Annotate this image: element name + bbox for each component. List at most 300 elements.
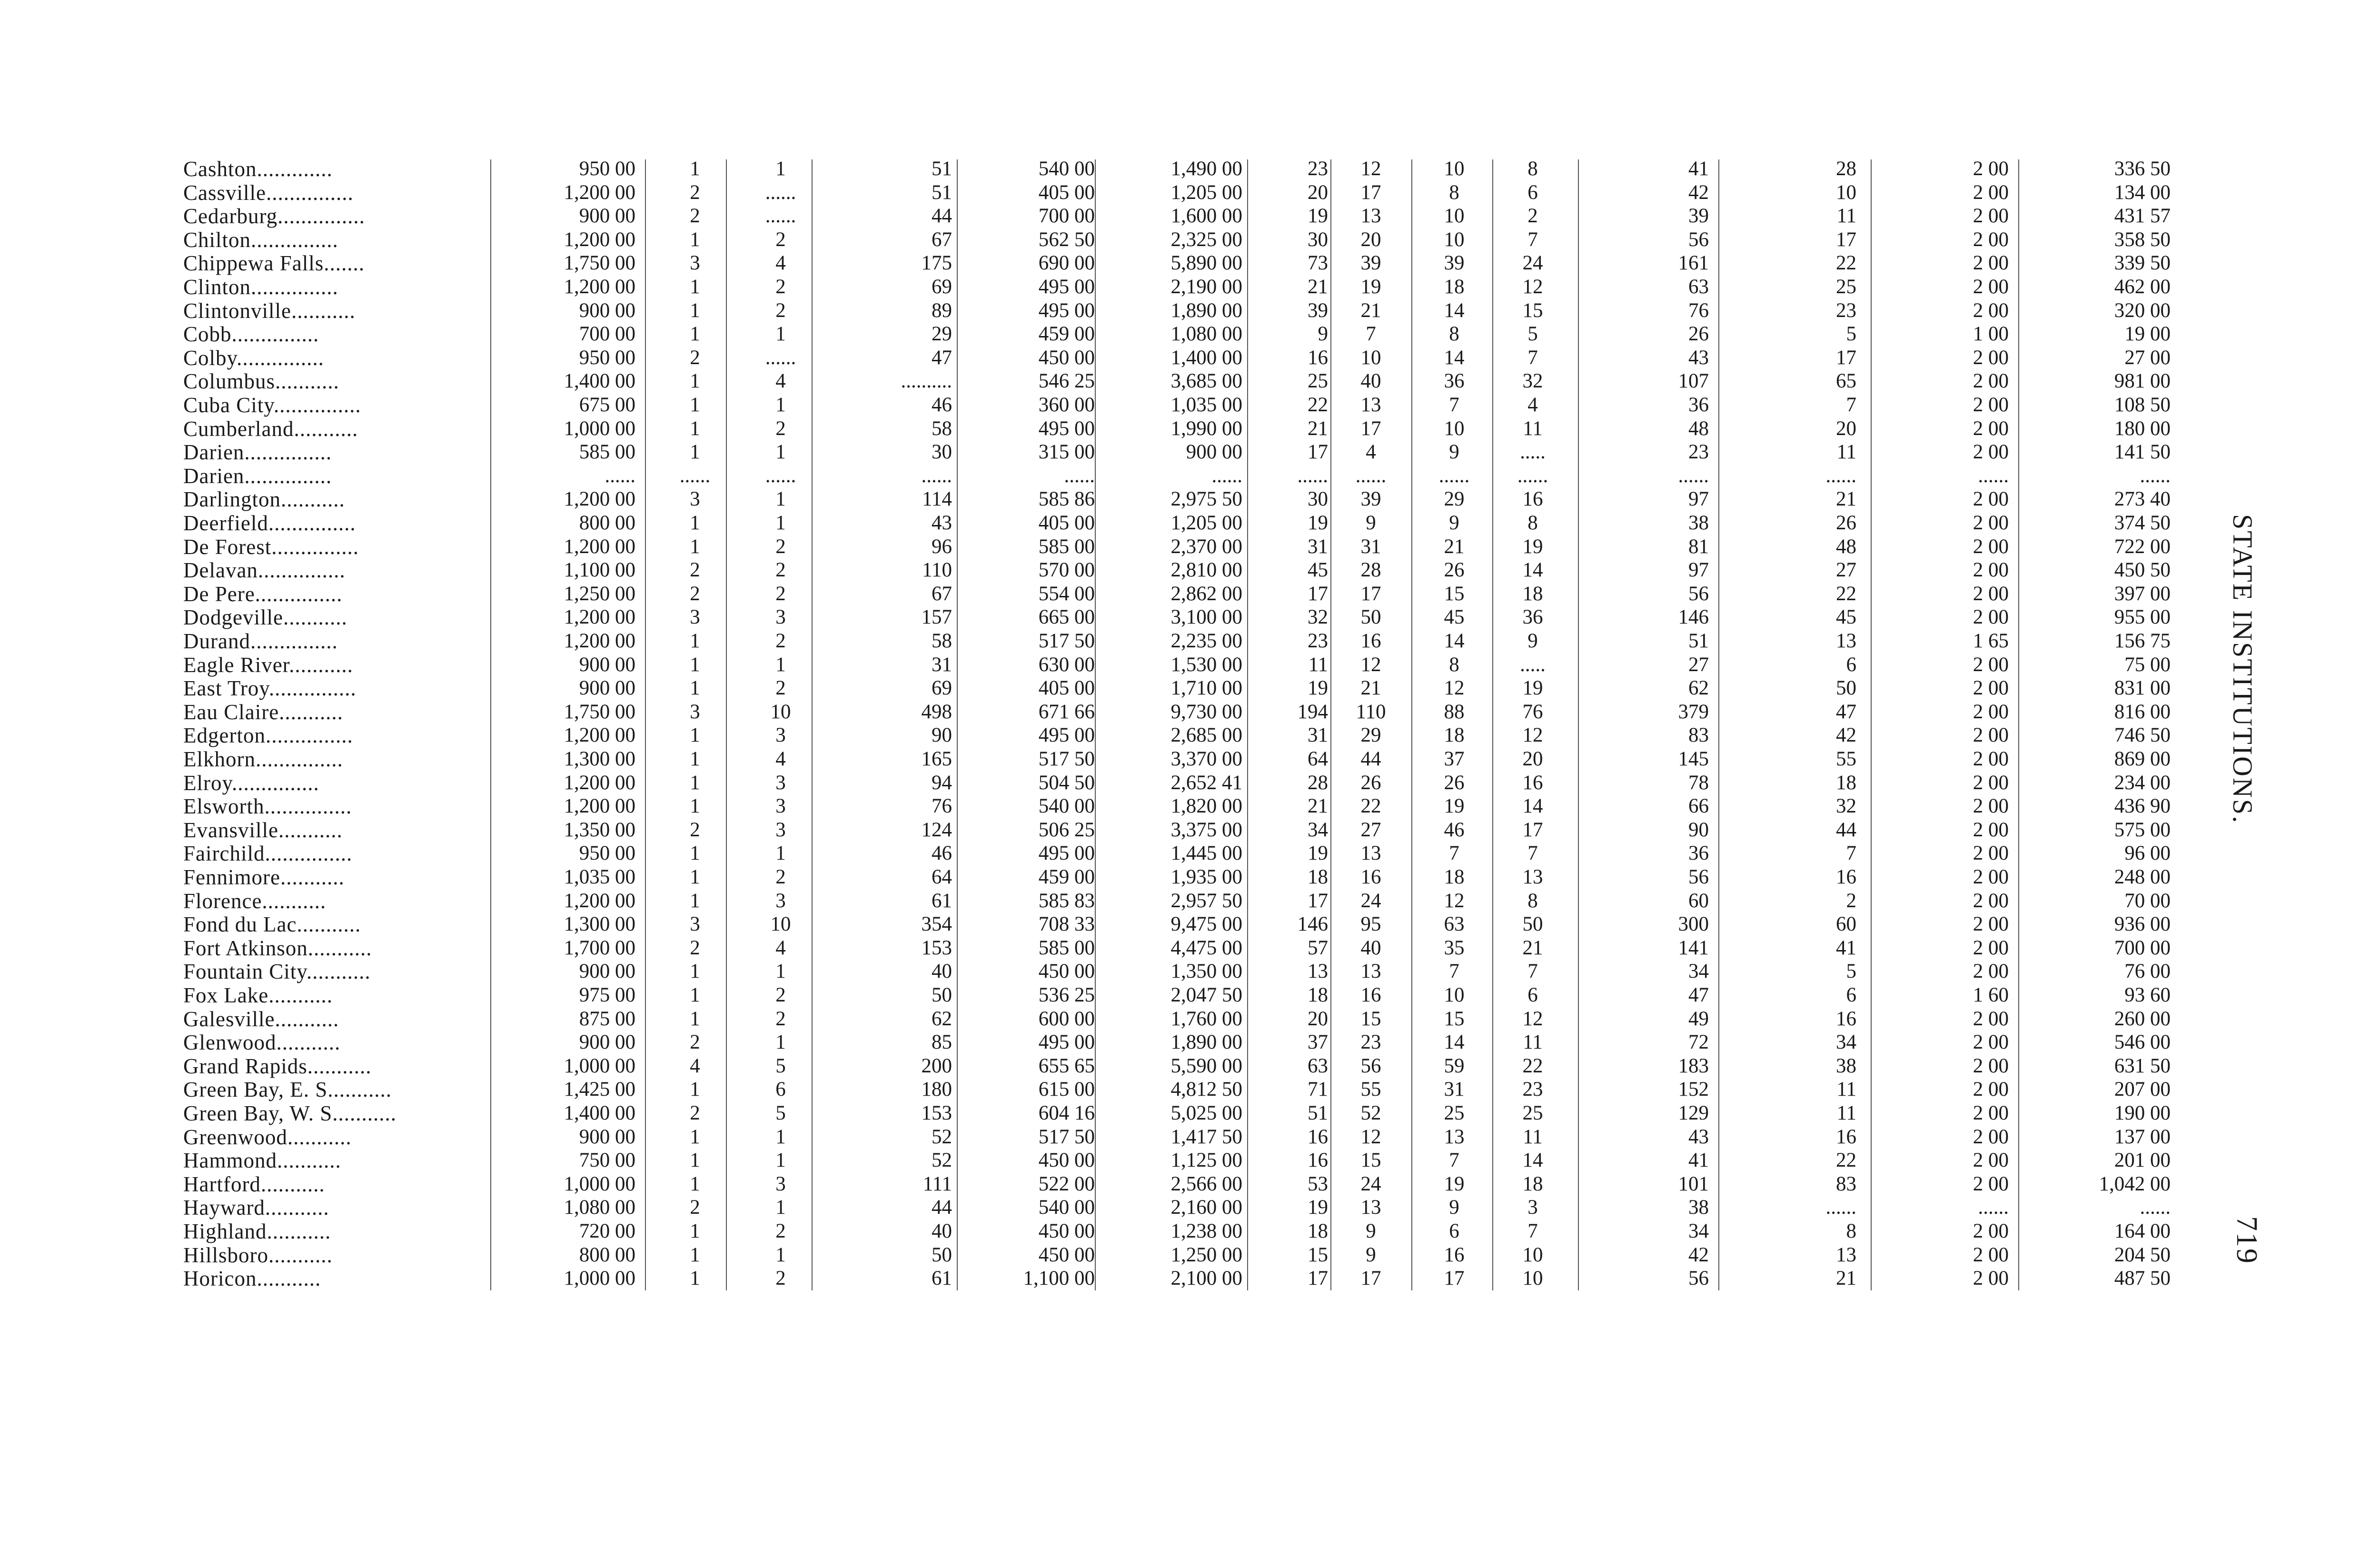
cell: 750 00 <box>579 1149 635 1172</box>
cell: 2,566 00 <box>1170 1172 1242 1195</box>
cell: 9,475 00 <box>1170 913 1242 936</box>
cell: 12 <box>1360 1125 1381 1148</box>
town-name: Cashton............. <box>183 157 333 181</box>
cell: 1 <box>690 984 700 1006</box>
cell: 1 <box>775 842 786 865</box>
cell: 30 <box>1308 488 1328 511</box>
cell: 3 <box>775 771 786 794</box>
cell: 2 00 <box>1973 842 2009 865</box>
cell: 1 65 <box>1973 630 2009 652</box>
table-row <box>0 204 2380 228</box>
cell: 17 <box>1308 582 1328 605</box>
cell: 20 <box>1308 181 1328 204</box>
table-row <box>0 1196 2380 1219</box>
cell: 175 <box>921 252 952 275</box>
town-name: Colby............... <box>183 346 324 370</box>
cell: 1,200 00 <box>564 795 635 818</box>
town-name: Cassville............... <box>183 180 354 205</box>
table-row <box>0 228 2380 252</box>
cell: 194 <box>1297 700 1328 723</box>
cell: 17 <box>1360 582 1381 605</box>
cell: 1,200 00 <box>564 630 635 652</box>
cell: 23 <box>1836 299 1856 322</box>
town-name: Eau Claire........... <box>183 700 343 724</box>
cell: 17 <box>1360 1267 1381 1290</box>
cell: 1,425 00 <box>564 1078 635 1101</box>
cell: 1,890 00 <box>1170 299 1242 322</box>
cell: 40 <box>932 960 952 983</box>
cell: 67 <box>932 228 952 251</box>
cell: 1 <box>690 1078 700 1101</box>
cell: 8 <box>1527 512 1538 534</box>
cell: 1,205 00 <box>1170 512 1242 534</box>
cell: 7 <box>1527 1220 1538 1242</box>
town-name: Glenwood........... <box>183 1031 341 1055</box>
cell: 320 00 <box>2114 299 2171 322</box>
cell: 8 <box>1449 323 1459 346</box>
cell: 207 00 <box>2114 1078 2171 1101</box>
cell: 1,400 00 <box>564 370 635 393</box>
cell: 2,862 00 <box>1170 582 1242 605</box>
cell: 1 <box>690 535 700 558</box>
cell: 34 <box>1688 1220 1709 1242</box>
cell: 1 <box>775 1031 786 1054</box>
cell: 76 <box>932 795 952 818</box>
cell: 78 <box>1688 771 1709 794</box>
cell: 487 50 <box>2114 1267 2171 1290</box>
cell: 1,000 00 <box>564 1267 635 1290</box>
town-name: Fond du Lac........... <box>183 912 361 937</box>
cell: 9 <box>1449 441 1459 464</box>
table-row <box>0 700 2380 724</box>
cell: 153 <box>921 936 952 959</box>
cell: 273 40 <box>2114 488 2171 511</box>
cell: 34 <box>1836 1031 1856 1054</box>
cell: ...... <box>1438 464 1470 487</box>
cell: 63 <box>1308 1054 1328 1077</box>
cell: 1,250 00 <box>1170 1243 1242 1266</box>
table-row <box>0 936 2380 960</box>
cell: 600 00 <box>1038 1007 1095 1030</box>
cell: 1 <box>775 512 786 534</box>
town-name: Green Bay, W. S........... <box>183 1101 397 1125</box>
column-rule <box>1578 159 1579 1290</box>
cell: 45 <box>1836 606 1856 629</box>
cell: 3,100 00 <box>1170 606 1242 629</box>
column-rule <box>1330 159 1331 1290</box>
cell: 22 <box>1836 252 1856 275</box>
cell: 1 <box>775 1196 786 1219</box>
town-name: De Pere............... <box>183 582 343 606</box>
cell: 51 <box>932 158 952 180</box>
cell: 31 <box>1360 535 1381 558</box>
cell: 32 <box>1836 795 1856 818</box>
town-name: Evansville........... <box>183 818 343 842</box>
cell: 2 00 <box>1973 724 2009 747</box>
table-row <box>0 653 2380 677</box>
cell: 145 <box>1678 748 1709 770</box>
cell: 1,100 00 <box>1023 1267 1095 1290</box>
cell: 3 <box>775 1172 786 1195</box>
cell: ...... <box>1825 1196 1856 1219</box>
table-row <box>0 1078 2380 1101</box>
cell: 157 <box>921 606 952 629</box>
cell: 1,350 00 <box>1170 960 1242 983</box>
cell: 56 <box>1688 1267 1709 1290</box>
cell: 10 <box>1444 158 1465 180</box>
cell: 88 <box>1444 700 1465 723</box>
column-rule <box>812 159 813 1290</box>
cell: 2 <box>775 1007 786 1030</box>
cell: 101 <box>1678 1172 1709 1195</box>
cell: 48 <box>1688 417 1709 440</box>
cell: 2 00 <box>1973 1031 2009 1054</box>
cell: 875 00 <box>579 1007 635 1030</box>
cell: 522 00 <box>1038 1172 1095 1195</box>
cell: 76 00 <box>2124 960 2171 983</box>
cell: 2 00 <box>1973 158 2009 180</box>
cell: 11 <box>1836 1078 1856 1101</box>
cell: 1 <box>690 960 700 983</box>
cell: 5,890 00 <box>1170 252 1242 275</box>
town-name: Darien............... <box>183 464 332 488</box>
cell: 665 00 <box>1038 606 1095 629</box>
cell: 22 <box>1836 1149 1856 1172</box>
cell: 3 <box>775 606 786 629</box>
cell: 20 <box>1308 1007 1328 1030</box>
cell: 1,000 00 <box>564 1054 635 1077</box>
cell: 2 00 <box>1973 700 2009 723</box>
cell: 15 <box>1444 1007 1465 1030</box>
town-name: Edgerton............... <box>183 723 353 748</box>
cell: 2 <box>1846 889 1856 912</box>
cell: 70 00 <box>2124 889 2171 912</box>
cell: 700 00 <box>1038 205 1095 228</box>
cell: 3 <box>690 700 700 723</box>
town-name: Dodgeville........... <box>183 605 347 630</box>
cell: 1 <box>775 1125 786 1148</box>
cell: 31 <box>932 653 952 676</box>
cell: 20 <box>1836 417 1856 440</box>
cell: 405 00 <box>1038 677 1095 700</box>
cell: 65 <box>1836 370 1856 393</box>
cell: 450 50 <box>2114 559 2171 582</box>
cell: 50 <box>1360 606 1381 629</box>
town-name: Deerfield............... <box>183 511 356 535</box>
cell: 2 00 <box>1973 228 2009 251</box>
cell: 450 00 <box>1038 1149 1095 1172</box>
cell: 141 <box>1678 936 1709 959</box>
cell: 37 <box>1444 748 1465 770</box>
column-rule <box>2018 159 2019 1290</box>
cell: 2 <box>690 1102 700 1124</box>
cell: 900 00 <box>579 205 635 228</box>
cell: 96 <box>932 535 952 558</box>
cell: 2 00 <box>1973 488 2009 511</box>
cell: 44 <box>1360 748 1381 770</box>
cell: 40 <box>932 1220 952 1242</box>
cell: 20 <box>1360 228 1381 251</box>
cell: 12 <box>1360 653 1381 676</box>
cell: 2 00 <box>1973 276 2009 298</box>
cell: 39 <box>1444 252 1465 275</box>
cell: 16 <box>1360 866 1381 888</box>
cell: .......... <box>901 370 952 393</box>
cell: 1 <box>690 299 700 322</box>
cell: 3 <box>775 818 786 841</box>
cell: 26 <box>1836 512 1856 534</box>
cell: 153 <box>921 1102 952 1124</box>
cell: 5,025 00 <box>1170 1102 1242 1124</box>
cell: 10 <box>1444 984 1465 1006</box>
cell: 3 <box>690 488 700 511</box>
cell: 981 00 <box>2114 370 2171 393</box>
cell: 19 <box>1308 1196 1328 1219</box>
cell: 17 <box>1360 417 1381 440</box>
cell: 2 00 <box>1973 1149 2009 1172</box>
cell: 64 <box>1308 748 1328 770</box>
cell: 16 <box>1836 866 1856 888</box>
cell: 1,400 00 <box>1170 346 1242 369</box>
cell: 13 <box>1522 866 1543 888</box>
cell: ...... <box>765 205 796 228</box>
cell: 14 <box>1444 1031 1465 1054</box>
cell: 2 00 <box>1973 653 2009 676</box>
cell: 13 <box>1308 960 1328 983</box>
table-row <box>0 1007 2380 1031</box>
cell: 631 50 <box>2114 1054 2171 1077</box>
cell: 56 <box>1360 1054 1381 1077</box>
cell: 975 00 <box>579 984 635 1006</box>
cell: 2 <box>775 417 786 440</box>
cell: 11 <box>1836 441 1856 464</box>
cell: 585 00 <box>1038 535 1095 558</box>
cell: 24 <box>1360 1172 1381 1195</box>
table-row <box>0 629 2380 653</box>
cell: 1,445 00 <box>1170 842 1242 865</box>
cell: 108 50 <box>2114 394 2171 416</box>
cell: 816 00 <box>2114 700 2171 723</box>
cell: 19 <box>1308 842 1328 865</box>
cell: 1 <box>775 653 786 676</box>
cell: 4 <box>775 252 786 275</box>
cell: 28 <box>1836 158 1856 180</box>
cell: 15 <box>1360 1149 1381 1172</box>
cell: 21 <box>1308 795 1328 818</box>
cell: 8 <box>1846 1220 1856 1242</box>
cell: 16 <box>1522 771 1543 794</box>
cell: 107 <box>1678 370 1709 393</box>
cell: 900 00 <box>579 960 635 983</box>
cell: 462 00 <box>2114 276 2171 298</box>
cell: 141 50 <box>2114 441 2171 464</box>
town-name: Florence........... <box>183 889 327 913</box>
cell: 14 <box>1522 795 1543 818</box>
cell: 1,200 00 <box>564 228 635 251</box>
cell: 36 <box>1688 842 1709 865</box>
cell: 6 <box>1846 653 1856 676</box>
table-row <box>0 157 2380 181</box>
cell: 950 00 <box>579 346 635 369</box>
cell: 9,730 00 <box>1170 700 1242 723</box>
cell: 1,417 50 <box>1170 1125 1242 1148</box>
cell: 39 <box>1360 488 1381 511</box>
cell: 722 00 <box>2114 535 2171 558</box>
cell: 43 <box>932 512 952 534</box>
cell: 2 <box>690 205 700 228</box>
cell: 29 <box>1444 488 1465 511</box>
cell: 1 <box>690 1007 700 1030</box>
cell: 10 <box>1836 181 1856 204</box>
cell: 315 00 <box>1038 441 1095 464</box>
cell: 2,370 00 <box>1170 535 1242 558</box>
cell: 40 <box>1360 370 1381 393</box>
cell: 2 <box>775 866 786 888</box>
cell: 1,035 00 <box>564 866 635 888</box>
cell: 180 00 <box>2114 417 2171 440</box>
cell: 900 00 <box>579 1125 635 1148</box>
cell: 12 <box>1522 724 1543 747</box>
cell: 1,760 00 <box>1170 1007 1242 1030</box>
cell: 85 <box>932 1031 952 1054</box>
cell: 152 <box>1678 1078 1709 1101</box>
cell: 51 <box>932 181 952 204</box>
cell: 1 <box>775 394 786 416</box>
town-name: Greenwood........... <box>183 1125 352 1149</box>
cell: 10 <box>770 913 791 936</box>
cell: 17 <box>1522 818 1543 841</box>
cell: 360 00 <box>1038 394 1095 416</box>
cell: 31 <box>1444 1078 1465 1101</box>
cell: 16 <box>1360 630 1381 652</box>
cell: 536 25 <box>1038 984 1095 1006</box>
cell: 51 <box>1308 1102 1328 1124</box>
cell: 9 <box>1366 512 1376 534</box>
table-row <box>0 535 2380 559</box>
cell: 129 <box>1678 1102 1709 1124</box>
cell: 42 <box>1688 1243 1709 1266</box>
cell: 26 <box>1444 771 1465 794</box>
cell: 19 <box>1308 677 1328 700</box>
cell: 570 00 <box>1038 559 1095 582</box>
cell: 2 00 <box>1973 346 2009 369</box>
cell: ...... <box>605 464 635 487</box>
cell: 81 <box>1688 535 1709 558</box>
cell: 19 00 <box>2124 323 2171 346</box>
town-name: Fort Atkinson........... <box>183 936 372 960</box>
town-name: Cobb............... <box>183 322 319 347</box>
cell: 72 <box>1688 1031 1709 1054</box>
cell: 55 <box>1836 748 1856 770</box>
cell: 47 <box>932 346 952 369</box>
cell: 146 <box>1678 606 1709 629</box>
town-name: Fountain City........... <box>183 960 371 984</box>
cell: 2,100 00 <box>1170 1267 1242 1290</box>
cell: 41 <box>1688 1149 1709 1172</box>
cell: 2 00 <box>1973 795 2009 818</box>
cell: 1 <box>690 1125 700 1148</box>
column-rule <box>957 159 958 1290</box>
cell: 83 <box>1688 724 1709 747</box>
cell: 9 <box>1366 1243 1376 1266</box>
cell: 585 86 <box>1038 488 1095 511</box>
cell: 7 <box>1846 394 1856 416</box>
cell: 2 00 <box>1973 1078 2009 1101</box>
cell: 1 <box>690 724 700 747</box>
cell: 50 <box>1836 677 1856 700</box>
cell: 248 00 <box>2114 866 2171 888</box>
cell: 1,750 00 <box>564 700 635 723</box>
cell: 20 <box>1522 748 1543 770</box>
cell: 1,300 00 <box>564 913 635 936</box>
cell: 1,042 00 <box>2099 1172 2171 1195</box>
cell: 2,047 50 <box>1170 984 1242 1006</box>
cell: 1,935 00 <box>1170 866 1242 888</box>
cell: 1 <box>690 1220 700 1242</box>
town-name: Fennimore........... <box>183 865 345 889</box>
town-name: Fox Lake........... <box>183 983 333 1007</box>
table-row <box>0 1054 2380 1078</box>
cell: 39 <box>1688 205 1709 228</box>
cell: 720 00 <box>579 1220 635 1242</box>
cell: 1,000 00 <box>564 1172 635 1195</box>
cell: 2 00 <box>1973 559 2009 582</box>
cell: 2 00 <box>1973 1102 2009 1124</box>
cell: 1 <box>690 158 700 180</box>
cell: 900 00 <box>1186 441 1242 464</box>
table-row <box>0 865 2380 889</box>
cell: 16 <box>1836 1007 1856 1030</box>
cell: 1,820 00 <box>1170 795 1242 818</box>
cell: 1 60 <box>1973 984 2009 1006</box>
cell: 1 00 <box>1973 323 2009 346</box>
cell: 4 <box>690 1054 700 1077</box>
cell: 42 <box>1688 181 1709 204</box>
cell: 19 <box>1308 205 1328 228</box>
cell: 56 <box>1688 582 1709 605</box>
cell: 39 <box>1308 299 1328 322</box>
table-row <box>0 511 2380 535</box>
cell: 431 57 <box>2114 205 2171 228</box>
column-rule <box>1718 159 1719 1290</box>
cell: 1,200 00 <box>564 724 635 747</box>
cell: 585 83 <box>1038 889 1095 912</box>
cell: 655 65 <box>1038 1054 1095 1077</box>
cell: 35 <box>1444 936 1465 959</box>
cell: 12 <box>1522 1007 1543 1030</box>
cell: 4 <box>775 936 786 959</box>
cell: 44 <box>932 1196 952 1219</box>
cell: 936 00 <box>2114 913 2171 936</box>
cell: 1,890 00 <box>1170 1031 1242 1054</box>
cell: 2 00 <box>1973 535 2009 558</box>
cell: 2 00 <box>1973 1172 2009 1195</box>
cell: 540 00 <box>1038 1196 1095 1219</box>
cell: 93 60 <box>2124 984 2171 1006</box>
cell: 1,100 00 <box>564 559 635 582</box>
cell: 1 <box>775 441 786 464</box>
table-row <box>0 558 2380 582</box>
cell: 90 <box>932 724 952 747</box>
cell: 1,238 00 <box>1170 1220 1242 1242</box>
cell: ..... <box>1520 653 1546 676</box>
cell: 96 00 <box>2124 842 2171 865</box>
cell: 900 00 <box>579 1031 635 1054</box>
cell: 32 <box>1522 370 1543 393</box>
cell: 2 00 <box>1973 960 2009 983</box>
cell: 12 <box>1360 158 1381 180</box>
town-name: De Forest............... <box>183 535 359 559</box>
